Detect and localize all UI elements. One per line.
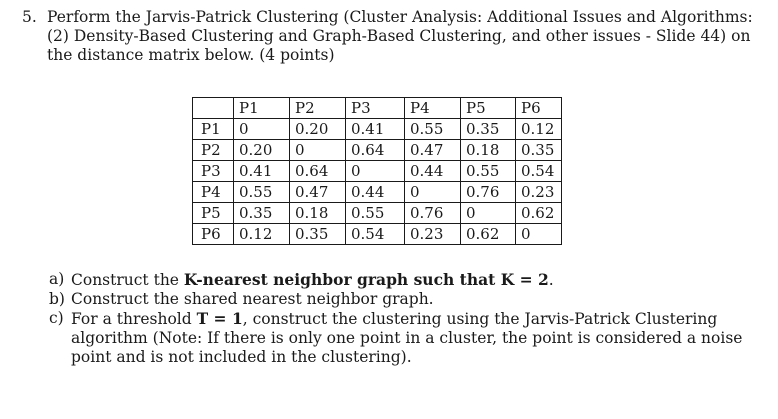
table-cell: 0 (234, 119, 290, 140)
sub-question-c (49, 309, 764, 367)
table-row (193, 119, 562, 140)
table-row (193, 224, 562, 245)
row-header: P4 (193, 182, 234, 203)
table-cell: 0.12 (516, 119, 562, 140)
table-cell: 0 (346, 161, 405, 182)
table-cell: 0.55 (346, 203, 405, 224)
table-cell: 0 (516, 224, 562, 245)
distance-matrix-table (192, 97, 562, 245)
table-row (193, 161, 562, 182)
row-header: P2 (193, 140, 234, 161)
column-header: P1 (234, 98, 290, 119)
table-cell: 0.35 (461, 119, 516, 140)
table-cell: 0 (461, 203, 516, 224)
table-cell: 0.62 (516, 203, 562, 224)
row-header: P1 (193, 119, 234, 140)
table-cell: 0.47 (290, 182, 346, 203)
table-cell: 0.23 (405, 224, 461, 245)
table-row (193, 140, 562, 161)
table-cell: 0.44 (346, 182, 405, 203)
table-cell: 0.18 (290, 203, 346, 224)
sub-question-text: , construct the clustering using the Jarvis-Patrick Clustering algorithm (Note: If there is only one point in a cluster, the point is considered a noise point and is not included in the clustering). (71, 310, 743, 366)
sub-question-text: Construct the (71, 271, 184, 289)
table-cell: 0.23 (516, 182, 562, 203)
sub-question-a (49, 270, 764, 290)
table-cell: 0.62 (461, 224, 516, 245)
question-block (22, 8, 767, 65)
table-corner-cell (193, 98, 234, 119)
row-header: P6 (193, 224, 234, 245)
table-cell: 0.64 (346, 140, 405, 161)
table-cell: 0.18 (461, 140, 516, 161)
table-cell: 0.47 (405, 140, 461, 161)
table-cell: 0.54 (346, 224, 405, 245)
sub-question-emphasis: T = 1 (196, 309, 243, 328)
table-header-row (193, 98, 562, 119)
sub-question-letter: c) (49, 309, 64, 327)
table-row (193, 182, 562, 203)
table-cell: 0.41 (346, 119, 405, 140)
table-cell: 0.35 (234, 203, 290, 224)
table-cell: 0.64 (290, 161, 346, 182)
sub-question-b (49, 290, 764, 309)
table-cell: 0 (290, 140, 346, 161)
sub-question-letter: b) (49, 290, 65, 308)
question-text: Perform the Jarvis-Patrick Clustering (Cluster Analysis: Additional Issues and Algorithms: (2) Density-Based Clustering and Graph-Based Clustering, and other issues - Slide 44) on the distance matrix below. (4 points) (47, 8, 753, 64)
table-cell: 0.76 (405, 203, 461, 224)
table-cell: 0.55 (461, 161, 516, 182)
row-header: P3 (193, 161, 234, 182)
table-row (193, 203, 562, 224)
row-header: P5 (193, 203, 234, 224)
table-cell: 0.54 (516, 161, 562, 182)
column-header: P3 (346, 98, 405, 119)
table-cell: 0.35 (516, 140, 562, 161)
sub-question-emphasis: K-nearest neighbor graph such that K = 2 (183, 270, 549, 289)
table-cell: 0 (405, 182, 461, 203)
table-cell: 0.55 (405, 119, 461, 140)
table-cell: 0.12 (234, 224, 290, 245)
table-cell: 0.76 (461, 182, 516, 203)
table-cell: 0.35 (290, 224, 346, 245)
table-cell: 0.41 (234, 161, 290, 182)
sub-question-text: Construct the shared nearest neighbor graph. (71, 290, 434, 308)
table-cell: 0.20 (234, 140, 290, 161)
table-cell: 0.20 (290, 119, 346, 140)
sub-questions-list (49, 270, 764, 367)
column-header: P5 (461, 98, 516, 119)
column-header: P6 (516, 98, 562, 119)
table-cell: 0.55 (234, 182, 290, 203)
sub-question-letter: a) (49, 270, 65, 288)
table-cell: 0.44 (405, 161, 461, 182)
question-number: 5. (22, 8, 37, 26)
sub-question-text: . (548, 271, 554, 289)
column-header: P4 (405, 98, 461, 119)
column-header: P2 (290, 98, 346, 119)
sub-question-text: For a threshold (71, 310, 197, 328)
